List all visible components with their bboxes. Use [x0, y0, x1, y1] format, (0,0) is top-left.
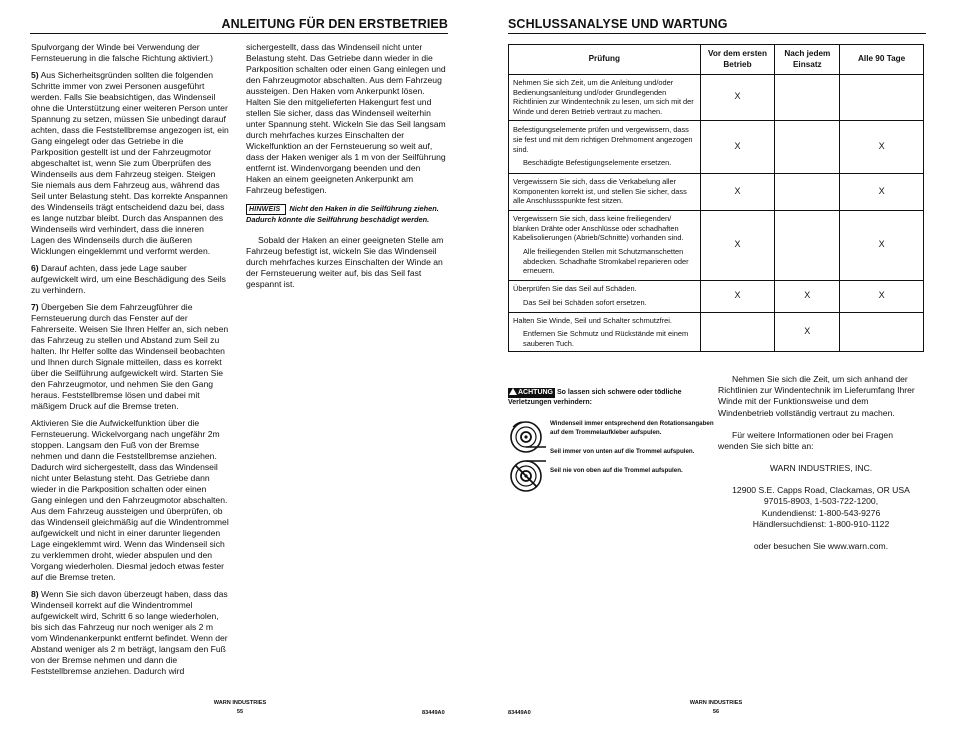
- drum-item-3-text: Seil nie von oben auf die Trommel aufspulen.: [550, 467, 683, 474]
- left-page-heading: ANLEITUNG FÜR DEN ERSTBETRIEB: [30, 16, 448, 34]
- check-cell: X: [700, 280, 775, 312]
- table-row: [509, 173, 924, 210]
- step-8-text: Wenn Sie sich davon überzeugt haben, dass das Windenseil korrekt auf die Windentrommel aufgewickelt wird, Schritt 6 so lange wiederholen, bis sich das Fahrzeug nur noch weniger als 2 m vom Windenankerpunkt entfernt befindet. Wenn der Abstand weniger als 2 m beträgt, langsam den Fuß von der Bremse nehmen und dann die Feststellbremse anziehen. Dadurch wird: [31, 589, 228, 676]
- check-cell: X: [840, 120, 924, 173]
- right-page-heading: SCHLUSSANALYSE UND WARTUNG: [508, 16, 926, 34]
- table-row: [509, 210, 924, 280]
- haendler-phone: Händlersuchdienst: 1-800-910-1122: [752, 518, 890, 529]
- aktivieren-paragraph: Aktivieren Sie die Aufwickelfunktion über die Fernsteuerung. Wickelvorgang nach ungefähr 2m stoppen. Langsam den Fuß von der Bremse nehmen und dann die Feststellbremse anziehen. Dadurch wird sichergestellt, dass das Windenseil nicht unter Belastung steht. Das Getriebe dann wieder in die Parkposition schalten oder einen Gang einlegen und den Fahrzeugmotor abschalten. Aus dem Fahrzeug aussteigen und überprüfen, ob das Windenseil gleichmäßig auf die Windentrommel aufgewickelt und nicht in einer darunter liegenden Lage eingeklemmt wird. Wenn das Windenseil sich zu verklemmen droht, wieder abspulen und den Vorgang wiederholen. Diesmal jedoch etwas fester auf die Bremse treten.: [31, 418, 229, 582]
- company-address: 12900 S.E. Capps Road, Clackamas, OR USA 97015-8903, 1-503-722-1200,: [732, 485, 910, 507]
- row-description: Befestigungselemente prüfen und vergewissern, dass sie fest und mit dem richtigen Drehmoment angezogen sind. Beschädigte Befestigungselemente ersetzen.: [509, 120, 701, 173]
- header-90-tage: Alle 90 Tage: [840, 45, 924, 75]
- warning-headline-text: So lassen sich schwere oder tödliche Verletzungen verhindern:: [508, 389, 682, 407]
- check-cell: X: [840, 173, 924, 210]
- header-nach-einsatz: Nach jedem Einsatz: [775, 45, 840, 75]
- check-cell: [775, 210, 840, 280]
- step-7: [31, 302, 229, 412]
- maintenance-table: [508, 44, 924, 352]
- hinweis-text: Nicht den Haken in die Seilführung ziehen. Dadurch könnte die Seilführung beschädigt werden.: [246, 204, 439, 225]
- kundendienst-phone: Kundendienst: 1-800-543-9276: [761, 507, 881, 518]
- check-cell: X: [700, 173, 775, 210]
- header-vor-erstem-betrieb: Vor dem ersten Betrieb: [700, 45, 775, 75]
- table-row: [509, 120, 924, 173]
- check-cell: [775, 173, 840, 210]
- right-footer-company: WARN INDUSTRIES: [689, 700, 743, 706]
- check-cell: [840, 75, 924, 121]
- step-5-number: 5): [31, 70, 39, 80]
- check-cell: [775, 75, 840, 121]
- contact-block: [718, 374, 924, 552]
- step-8-number: 8): [31, 589, 39, 599]
- drum-item-2-text: Seil immer von unten auf die Trommel aufspulen.: [550, 448, 695, 455]
- left-column-1: [31, 42, 229, 683]
- step-7-text: Übergeben Sie dem Fahrzeugführer die Fernsteuerung durch das Fenster auf der Fahrerseite. Weisen Sie Ihren Helfer an, sich neben das Fahrzeug zu stellen und Abstand zum Seil zu halten. Ihr Helfer sollte das Windenseil beobachten und Ihnen durch Signale mitteilen, dass es korrekt über die Seilführung aufgewickelt wird. Starten Sie den Fahrzeugmotor, und nehmen Sie den Gang heraus. Feststellbremse lösen und dabei mit mäßigem Druck auf die Bremse treten.: [31, 302, 229, 411]
- step-7-number: 7): [31, 302, 39, 312]
- drum-rotation-icon: [508, 416, 548, 458]
- table-row: [509, 280, 924, 312]
- website-link[interactable]: oder besuchen Sie www.warn.com.: [753, 540, 889, 551]
- check-cell: X: [700, 120, 775, 173]
- step-8: [31, 589, 229, 677]
- hinweis-note: [246, 204, 446, 225]
- company-name: WARN INDUSTRIES, INC.: [769, 463, 873, 474]
- header-pruefung: Prüfung: [509, 45, 701, 75]
- hinweis-badge: HINWEIS: [246, 204, 286, 215]
- left-footer-page: 55: [236, 708, 244, 715]
- drum-prohibited-icon: [508, 456, 548, 496]
- check-cell: [775, 120, 840, 173]
- left-footer: [200, 699, 280, 716]
- warning-triangle-icon: [509, 388, 517, 395]
- row-action: Entfernen Sie Schmutz und Rückstände mit einem sauberen Tuch.: [523, 329, 689, 348]
- table-row: [509, 312, 924, 352]
- row-description: Überprüfen Sie das Seil auf Schäden. Das Seil bei Schäden sofort ersetzen.: [509, 280, 701, 312]
- warning-headline: [508, 388, 723, 408]
- contact-paragraph-1: Nehmen Sie sich die Zeit, um sich anhand der Richtlinien zur Windentechnik im Lieferumfang Ihrer Winde mit der Funktionsweise und dem Windenbetrieb vollständig vertraut zu machen.: [718, 374, 915, 418]
- row-description: Halten Sie Winde, Seil und Schalter schmutzfrei. Entfernen Sie Schmutz und Rückstände mit einem sauberen Tuch.: [509, 312, 701, 352]
- step-6-number: 6): [31, 263, 39, 273]
- row-description: Nehmen Sie sich Zeit, um die Anleitung und/oder Bedienungsanleitung und/oder Grundlegenden Richtlinien zur Windentechnik zu lesen, um sich mit der Winde und deren Betrieb vertraut zu machen.: [509, 75, 701, 121]
- left-column-2: [246, 42, 446, 296]
- row-description: Vergewissern Sie sich, dass keine freiliegenden/ blanken Drähte oder Anschlüsse oder schadhaften Kabelisolierungen (Abrieb/Schnitte) vorhanden sind. Alle freiliegenden Stellen mit Schutzmanschetten abdecken. Schadhafte Stromkabel reparieren oder erneuern.: [509, 210, 701, 280]
- check-cell: X: [775, 312, 840, 352]
- row-action: Alle freiliegenden Stellen mit Schutzmanschetten abdecken. Schadhafte Stromkabel reparieren oder erneuern.: [523, 247, 689, 276]
- check-cell: [840, 312, 924, 352]
- drum-diagram-2: [508, 456, 723, 499]
- col2-paragraph-2: Sobald der Haken an einer geeigneten Stelle am Fahrzeug befestigt ist, wickeln Sie das Windenseil durch mehrfaches kurzes Einschalten der Winde an der Fernsteuerung weiter auf, bis das Seil fast gespannt ist.: [246, 234, 444, 289]
- check-cell: X: [840, 280, 924, 312]
- row-action: Das Seil bei Schäden sofort ersetzen.: [523, 298, 647, 307]
- drum-item-1-text: Windenseil immer entsprechend den Rotationsangaben auf dem Trommelaufkleber aufspulen.: [550, 420, 714, 436]
- check-cell: X: [775, 280, 840, 312]
- col2-paragraph-1: sichergestellt, dass das Windenseil nicht unter Belastung steht. Das Getriebe dann wieder in die Parkposition schalten oder einen Gang einlegen und den Fahrzeugmotor abschalten. Aus dem Fahrzeug aussteigen. Den Haken vom Ankerpunkt lösen. Halten Sie den mitgelieferten Hakengurt fest und stellen Sie sicher, dass das Windenseil weiterhin unter Spannung steht. Wickeln Sie das Seil langsam durch mehrfaches kurzes Einschalten der Wickelfunktion an der Fernsteuerung so weit auf, dass der Haken weniger als 1 m von der Seilführung entfernt ist. Windenvorgang beenden und den Haken an einem geeigneten Ankerpunkt am Fahrzeug befestigen.: [246, 42, 446, 195]
- step-5: [31, 70, 229, 257]
- warning-box: [508, 388, 723, 474]
- row-description: Vergewissern Sie sich, dass die Verkabelung aller Komponenten korrekt ist, und stellen Sie sicher, dass alle Anschlussspunkte fest sitzen.: [509, 173, 701, 210]
- left-footer-company: WARN INDUSTRIES: [213, 700, 267, 706]
- table-header-row: [509, 45, 924, 75]
- right-footer-page: 56: [712, 708, 720, 715]
- row-action: Beschädigte Befestigungselemente ersetzen.: [523, 158, 672, 168]
- achtung-badge: ACHTUNG: [508, 388, 555, 398]
- check-cell: [700, 312, 775, 352]
- check-cell: X: [840, 210, 924, 280]
- check-cell: X: [700, 210, 775, 280]
- contact-paragraph-2: Für weitere Informationen oder bei Fragen wenden Sie sich bitte an:: [718, 429, 893, 451]
- drum-diagram-1: [508, 416, 723, 461]
- check-cell: X: [700, 75, 775, 121]
- right-footer: [676, 699, 756, 716]
- step-6: [31, 263, 229, 296]
- step-5-text: Aus Sicherheitsgründen sollten die folgenden Schritte immer von zwei Personen ausgeführt werden. Falls Sie beabsichtigen, das Windenseil ohne die Unterstützung einer weiteren Person unter Spannung zu setzen, müssen Sie unbedingt darauf achten, dass die Feststellbremse angezogen ist, ein Gang eingelegt oder das Getriebe in die Parkposition gestellt ist und der Fahrzeugmotor abgeschaltet ist, wenn Sie zum Überprüfen des Windenseils aus dem Fahrzeug steigen. Steigen Sie niemals aus dem Fahrzeug aus, während das Seil unter Belastung steht. Das korrekte Anspannen des Windenseils trägt entscheidend dazu bei, dass es lange nutzbar bleibt. Durch das Anspannen des Windenseils wird verhindert, dass die inneren Lagen des Windenseils durch die äußeren Wicklungen eingeklemmt und verformt werden.: [31, 70, 229, 256]
- right-footer-code: 83449A0: [508, 710, 531, 716]
- left-footer-code: 83449A0: [422, 710, 445, 716]
- intro-paragraph: Spulvorgang der Winde bei Verwendung der Fernsteuerung in die falsche Richtung aktiviert.): [31, 42, 213, 63]
- step-6-text: Darauf achten, dass jede Lage sauber aufgewickelt wird, um eine Beschädigung des Seils zu verhindern.: [31, 263, 226, 295]
- table-row: [509, 75, 924, 121]
